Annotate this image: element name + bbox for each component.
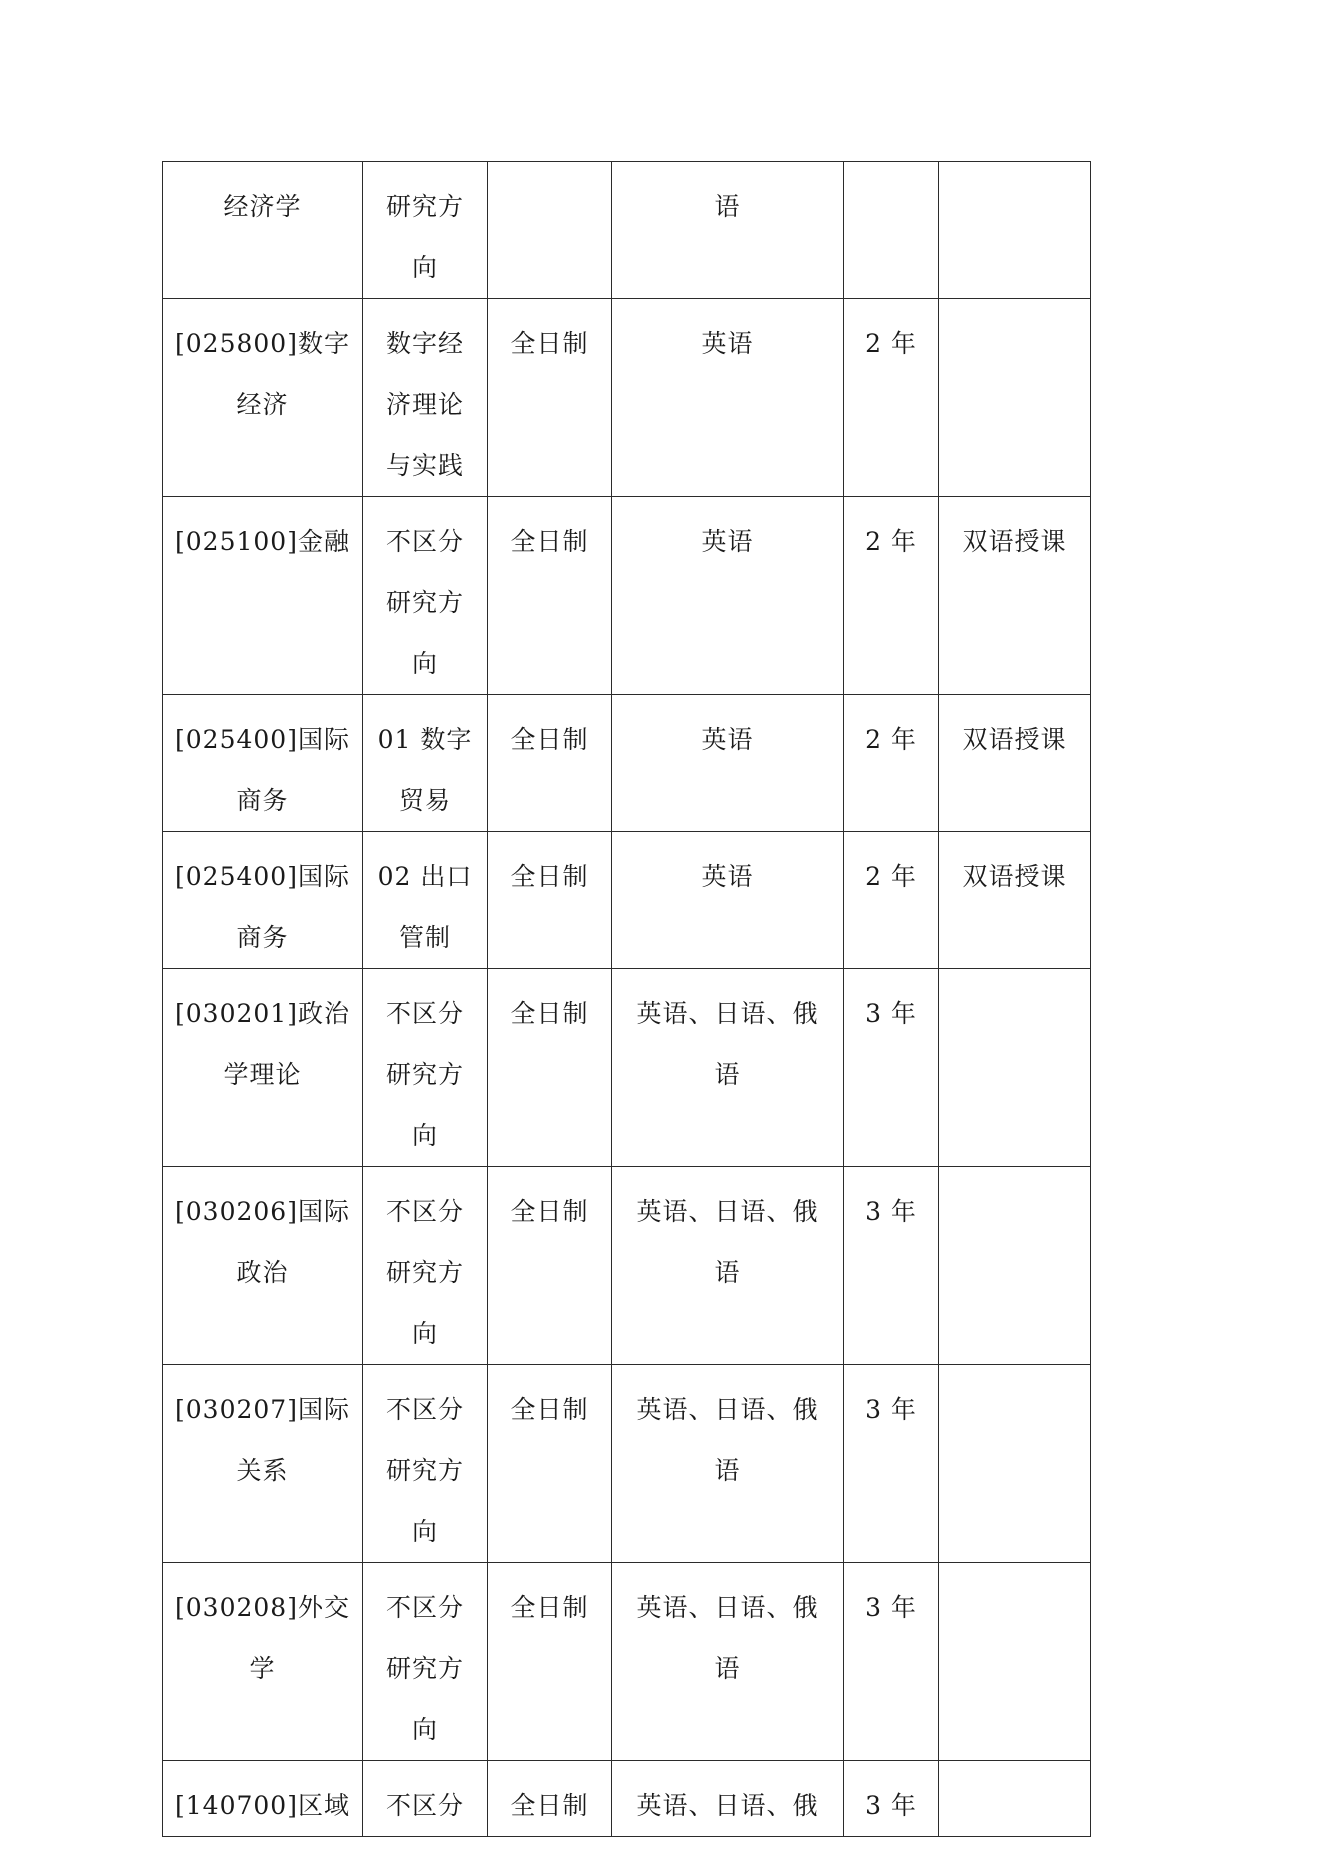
cell-text-line: 全日制 — [510, 862, 589, 891]
cell-text-line: 关系 — [236, 1456, 289, 1485]
research-direction-cell — [363, 162, 488, 299]
cell-text-line: 管制 — [398, 923, 451, 952]
cell-text-line: 全日制 — [510, 999, 589, 1028]
cell-text-line: 语 — [714, 192, 741, 221]
table-row — [163, 1365, 1091, 1563]
research-direction-cell — [363, 1365, 488, 1563]
cell-text-line: [030201]政治 — [175, 999, 350, 1028]
table-row — [163, 1761, 1091, 1837]
cell-text-line: 研究方 — [385, 1654, 464, 1683]
program-name-cell — [163, 1761, 363, 1837]
program-name-cell — [163, 162, 363, 299]
cell-text-line: 英语、日语、俄 — [636, 999, 819, 1028]
cell-text-line: 学 — [249, 1654, 276, 1683]
cell-text-line: 贸易 — [398, 786, 451, 815]
table-row — [163, 695, 1091, 832]
cell-text-line: 英语 — [701, 329, 754, 358]
cell-text-line: 3 年 — [865, 1395, 917, 1424]
remarks-cell — [939, 832, 1091, 969]
cell-text-line: 不区分 — [385, 999, 464, 1028]
cell-text-line: 向 — [411, 1715, 438, 1744]
cell-text-line: 语 — [714, 1654, 741, 1683]
cell-text-line: 01 数字 — [377, 725, 473, 754]
cell-text-line: 不区分 — [385, 1791, 464, 1820]
remarks-cell — [939, 497, 1091, 695]
cell-text-line: 全日制 — [510, 1593, 589, 1622]
remarks-cell — [939, 162, 1091, 299]
program-name-cell — [163, 1167, 363, 1365]
study-mode-cell — [488, 969, 612, 1167]
cell-text-line: 向 — [411, 1319, 438, 1348]
cell-text-line: 不区分 — [385, 1197, 464, 1226]
study-mode-cell — [488, 832, 612, 969]
program-name-cell — [163, 1563, 363, 1761]
cell-text-line: 经济 — [236, 390, 289, 419]
cell-text-line: 向 — [411, 649, 438, 678]
remarks-cell — [939, 1167, 1091, 1365]
cell-text-line: 英语、日语、俄 — [636, 1395, 819, 1424]
cell-text-line: 3 年 — [865, 999, 917, 1028]
remarks-cell — [939, 969, 1091, 1167]
study-mode-cell — [488, 1563, 612, 1761]
program-table-body — [163, 162, 1091, 1837]
cell-text-line: 英语 — [701, 862, 754, 891]
cell-text-line: 双语授课 — [962, 862, 1067, 891]
duration-cell — [844, 1167, 939, 1365]
table-row — [163, 162, 1091, 299]
duration-cell — [844, 969, 939, 1167]
research-direction-cell — [363, 1761, 488, 1837]
table-row — [163, 1563, 1091, 1761]
cell-text-line: [030208]外交 — [175, 1593, 350, 1622]
cell-text-line: 不区分 — [385, 527, 464, 556]
language-cell — [612, 1365, 844, 1563]
cell-text-line: 不区分 — [385, 1593, 464, 1622]
remarks-cell — [939, 1365, 1091, 1563]
table-row — [163, 299, 1091, 497]
duration-cell — [844, 1563, 939, 1761]
cell-text-line: 经济学 — [223, 192, 302, 221]
cell-text-line: 02 出口 — [377, 862, 473, 891]
cell-text-line: 济理论 — [385, 390, 464, 419]
cell-text-line: [025400]国际 — [175, 862, 350, 891]
study-mode-cell — [488, 1167, 612, 1365]
cell-text-line: 向 — [411, 253, 438, 282]
duration-cell — [844, 162, 939, 299]
language-cell — [612, 832, 844, 969]
cell-text-line: 语 — [714, 1456, 741, 1485]
cell-text-line: 2 年 — [865, 329, 917, 358]
research-direction-cell — [363, 695, 488, 832]
study-mode-cell — [488, 695, 612, 832]
cell-text-line: 学理论 — [223, 1060, 302, 1089]
cell-text-line: 向 — [411, 1517, 438, 1546]
cell-text-line: 3 年 — [865, 1593, 917, 1622]
cell-text-line: [025400]国际 — [175, 725, 350, 754]
research-direction-cell — [363, 969, 488, 1167]
cell-text-line: 英语、日语、俄 — [636, 1197, 819, 1226]
cell-text-line: 语 — [714, 1060, 741, 1089]
cell-text-line: [025800]数字 — [175, 329, 350, 358]
cell-text-line: 双语授课 — [962, 725, 1067, 754]
cell-text-line: 全日制 — [510, 725, 589, 754]
cell-text-line: [025100]金融 — [175, 527, 350, 556]
language-cell — [612, 695, 844, 832]
cell-text-line: 全日制 — [510, 329, 589, 358]
cell-text-line: 英语、日语、俄 — [636, 1791, 819, 1820]
remarks-cell — [939, 1761, 1091, 1837]
program-name-cell — [163, 969, 363, 1167]
program-name-cell — [163, 1365, 363, 1563]
cell-text-line: 3 年 — [865, 1791, 917, 1820]
cell-text-line: 英语、日语、俄 — [636, 1593, 819, 1622]
remarks-cell — [939, 299, 1091, 497]
research-direction-cell — [363, 1167, 488, 1365]
research-direction-cell — [363, 1563, 488, 1761]
program-name-cell — [163, 497, 363, 695]
remarks-cell — [939, 1563, 1091, 1761]
cell-text-line: 3 年 — [865, 1197, 917, 1226]
research-direction-cell — [363, 832, 488, 969]
cell-text-line: [140700]区域 — [175, 1791, 350, 1820]
cell-text-line: 研究方 — [385, 192, 464, 221]
table-row — [163, 497, 1091, 695]
table-row — [163, 832, 1091, 969]
cell-text-line: 向 — [411, 1121, 438, 1150]
cell-text-line: 全日制 — [510, 1791, 589, 1820]
cell-text-line: 与实践 — [385, 451, 464, 480]
cell-text-line: 全日制 — [510, 1395, 589, 1424]
cell-text-line: [030206]国际 — [175, 1197, 350, 1226]
cell-text-line: 2 年 — [865, 862, 917, 891]
language-cell — [612, 299, 844, 497]
duration-cell — [844, 1761, 939, 1837]
cell-text-line: 研究方 — [385, 1060, 464, 1089]
remarks-cell — [939, 695, 1091, 832]
study-mode-cell — [488, 162, 612, 299]
table-row — [163, 969, 1091, 1167]
language-cell — [612, 162, 844, 299]
cell-text-line: 政治 — [236, 1258, 289, 1287]
cell-text-line: 语 — [714, 1258, 741, 1287]
study-mode-cell — [488, 1761, 612, 1837]
program-name-cell — [163, 695, 363, 832]
language-cell — [612, 1761, 844, 1837]
duration-cell — [844, 497, 939, 695]
cell-text-line: 英语 — [701, 527, 754, 556]
cell-text-line: [030207]国际 — [175, 1395, 350, 1424]
language-cell — [612, 969, 844, 1167]
table-row — [163, 1167, 1091, 1365]
cell-text-line: 研究方 — [385, 588, 464, 617]
research-direction-cell — [363, 497, 488, 695]
language-cell — [612, 497, 844, 695]
duration-cell — [844, 695, 939, 832]
cell-text-line: 研究方 — [385, 1456, 464, 1485]
cell-text-line: 双语授课 — [962, 527, 1067, 556]
cell-text-line: 全日制 — [510, 1197, 589, 1226]
study-mode-cell — [488, 299, 612, 497]
cell-text-line: 2 年 — [865, 725, 917, 754]
cell-text-line: 2 年 — [865, 527, 917, 556]
cell-text-line: 数字经 — [385, 329, 464, 358]
language-cell — [612, 1167, 844, 1365]
cell-text-line: 不区分 — [385, 1395, 464, 1424]
program-table — [162, 161, 1091, 1837]
cell-text-line: 全日制 — [510, 527, 589, 556]
language-cell — [612, 1563, 844, 1761]
cell-text-line: 商务 — [236, 786, 289, 815]
duration-cell — [844, 832, 939, 969]
program-name-cell — [163, 299, 363, 497]
program-name-cell — [163, 832, 363, 969]
cell-text-line: 商务 — [236, 923, 289, 952]
cell-text-line: 英语 — [701, 725, 754, 754]
duration-cell — [844, 1365, 939, 1563]
study-mode-cell — [488, 1365, 612, 1563]
research-direction-cell — [363, 299, 488, 497]
duration-cell — [844, 299, 939, 497]
study-mode-cell — [488, 497, 612, 695]
cell-text-line: 研究方 — [385, 1258, 464, 1287]
